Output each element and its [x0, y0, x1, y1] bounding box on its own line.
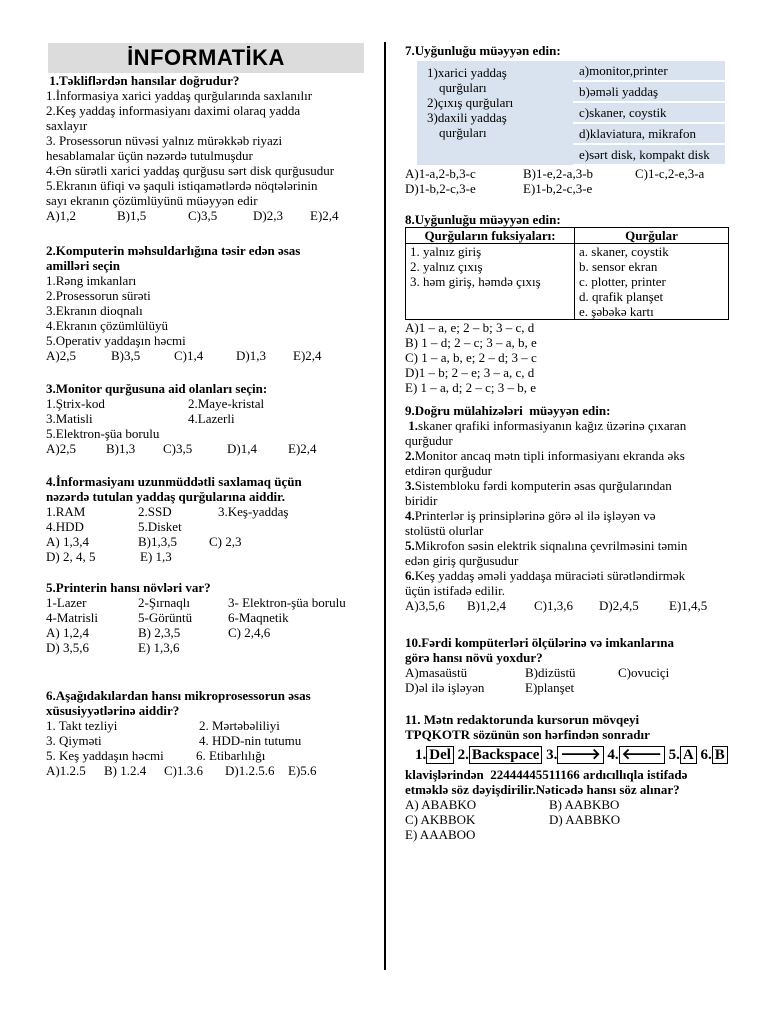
function-item: 1. yalnız giriş [410, 244, 482, 259]
key-sequence [415, 745, 745, 765]
answer-option[interactable]: E) 1 – a, d; 2 – c; 3 – b, e [405, 380, 537, 395]
option-item: 4.HDD [46, 519, 84, 534]
question-10-heading: görə hansı növü yoxdur? [405, 650, 543, 665]
answer-row [46, 348, 371, 363]
answer-row [46, 763, 371, 778]
b-key-icon: B [712, 746, 728, 764]
statement-continuation: etdirən qurğudur [405, 463, 493, 478]
option-item: 1.Ştrix-kod [46, 396, 105, 411]
statement-number: 1. [405, 418, 418, 433]
answer-option[interactable]: A)1.2.5 [46, 763, 86, 778]
option-item: 2. Mərtəbəliliyi [199, 718, 280, 733]
right-arrow-key-icon: 🡒 [557, 746, 603, 764]
question-6 [46, 688, 371, 778]
question-5 [46, 580, 371, 655]
question-5-items-row [46, 610, 371, 625]
question-1-line: 3. Prosessorun nüvəsi yalnız mürəkkəb riyazi [46, 133, 283, 148]
question-10 [405, 635, 735, 695]
answer-option[interactable]: C)1-c,2-e,3-a [635, 166, 705, 181]
question-2-line: 1.Rəng imkanları [46, 273, 137, 288]
question-2-line: 3.Ekranın dioqnalı [46, 303, 143, 318]
statement [405, 538, 735, 553]
answer-option[interactable]: D)1-b,2-c,3-e [405, 181, 476, 196]
statement-text: Mikrofon səsin elektrik siqnalına çevrilməsini təmin [414, 538, 688, 553]
question-1-line: hesablamalar üçün nəzərdə tutulmuşdur [46, 148, 253, 163]
backspace-key-icon: Backspace [469, 746, 543, 764]
question-9-heading: 9.Doğru mülahizələri müəyyən edin: [405, 403, 611, 418]
question-11-text: etməklə söz dəyişdirilir.Nəticədə hansı söz alınar? [405, 782, 680, 797]
statement [405, 508, 735, 523]
device-item: 3)daxili yaddaş [427, 110, 507, 125]
device-item: qurğuları [439, 125, 487, 140]
device-item: 1)xarici yaddaş [427, 65, 507, 80]
option-item: 3- Elektron-şüa borulu [228, 595, 346, 610]
question-4-items-row [46, 519, 371, 534]
option-item: 1. Takt tezliyi [46, 718, 118, 733]
answer-row [405, 827, 745, 842]
answer-option[interactable]: D) 2, 4, 5 [46, 549, 96, 564]
question-2-line: 2.Prosessorun sürəti [46, 288, 151, 303]
answer-option[interactable]: C)3,5 [188, 208, 218, 223]
match-item: d)klaviatura, mikrafon [573, 123, 725, 144]
answer-option[interactable]: C) AKBBOK [405, 812, 476, 827]
option-item: 5.Elektron-şüa borulu [46, 426, 160, 441]
device-item: c. plotter, printer [579, 274, 666, 289]
column-divider [384, 42, 386, 970]
match-item: e)sərt disk, kompakt disk [573, 144, 725, 165]
answer-option[interactable]: B)1,3 [106, 441, 136, 456]
answer-row [405, 812, 745, 827]
device-item: b. sensor ekran [579, 259, 658, 274]
statement-continuation: qurğudur [405, 433, 453, 448]
answer-option[interactable]: B)1,3,5 [138, 534, 177, 549]
answer-option[interactable]: B) 1.2.4 [104, 763, 147, 778]
key-number: 4. [607, 747, 619, 763]
option-item: 2.SSD [138, 504, 172, 519]
answer-option[interactable]: C)1,3,6 [534, 598, 573, 613]
question-1-line: 1.İnformasiya xarici yaddaş qurğularında saxlanılır [46, 88, 313, 103]
question-5-heading: 5.Printerin hansı növləri var? [46, 580, 211, 595]
device-item: qurğuları [439, 80, 487, 95]
answer-option[interactable]: B) AABKBO [549, 797, 620, 812]
answer-option[interactable]: A)2,5 [46, 348, 76, 363]
match-item: a)monitor,printer [573, 61, 725, 81]
answer-option[interactable]: C) 2,3 [209, 534, 242, 549]
function-item: 2. yalnız çıxış [410, 259, 483, 274]
question-7 [405, 43, 735, 196]
question-1-line: 4.Ən sürətli xarici yaddaş qurğusu sərt disk qurğusudur [46, 163, 335, 178]
option-item: 2-Şırnaqlı [138, 595, 190, 610]
option-item: 4.Lazerli [188, 411, 235, 426]
answer-option[interactable]: D)1 – b; 2 – e; 3 – a, c, d [405, 365, 535, 380]
statement-number: 5. [405, 538, 415, 553]
option-item: 1-Lazer [46, 595, 87, 610]
question-2-heading: amilləri seçin [46, 258, 121, 273]
answer-option[interactable]: D)1.2.5.6 [225, 763, 275, 778]
statement-text: Sistembloku fərdi komputerin əsas qurğularından [414, 478, 672, 493]
match-item: b)əməli yaddaş [573, 81, 725, 102]
answer-row [405, 166, 735, 181]
matching-table-7 [417, 61, 725, 166]
answer-option[interactable]: A) 1,3,4 [46, 534, 89, 549]
key-number: 1. [415, 747, 427, 763]
device-item: e. şəbəkə kartı [579, 304, 654, 319]
answer-option[interactable]: D)əl ilə işləyən [405, 680, 485, 695]
answer-row [46, 549, 371, 564]
statement-text: Printerlər iş prinsiplərinə görə əl ilə işləyən və [414, 508, 656, 523]
devices-cell [417, 61, 573, 165]
devices-cell [575, 244, 729, 320]
question-3 [46, 381, 371, 456]
question-5-items-row [46, 595, 371, 610]
statement-text: Keş yaddaş əməli yaddaşa müraciəti sürətləndirmək [414, 568, 686, 583]
answer-option[interactable]: A)1 – a, e; 2 – b; 3 – c, d [405, 320, 535, 335]
question-2-line: 4.Ekranın çözümlülüyü [46, 318, 169, 333]
key-number: 3. [546, 747, 558, 763]
answer-row [46, 534, 371, 549]
question-1-line: 2.Keş yaddaş informasiyanı daximi olaraq yadda [46, 103, 301, 118]
answer-row [405, 797, 745, 812]
matching-table-8 [405, 227, 729, 320]
answer-option[interactable]: C)ovuciçi [618, 665, 670, 680]
answer-option[interactable]: A)masaüstü [405, 665, 468, 680]
statement-number: 3. [405, 478, 415, 493]
answer-option[interactable]: D)2,3 [253, 208, 283, 223]
question-2 [46, 243, 371, 363]
answer-option[interactable]: A)1-a,2-b,3-c [405, 166, 476, 181]
answer-option[interactable]: D)2,4,5 [599, 598, 639, 613]
answer-option[interactable]: E)planşet [525, 680, 575, 695]
option-item: 6-Maqnetik [228, 610, 289, 625]
answer-option[interactable]: E) 1,3 [140, 549, 172, 564]
option-item: 2.Maye-kristal [188, 396, 265, 411]
statement-continuation: stolüstü olurlar [405, 523, 484, 538]
question-7-heading: 7.Uyğunluğu müəyyən edin: [405, 43, 561, 58]
option-item: 5. Keş yaddaşın həcmi [46, 748, 164, 763]
question-2-heading: 2.Komputerin məhsuldarlığına təsir edən əsas [46, 243, 301, 258]
answer-option[interactable]: E)5.6 [288, 763, 317, 778]
question-4 [46, 474, 371, 564]
functions-cell [406, 244, 575, 320]
answer-option[interactable]: E) AAABOO [405, 827, 476, 842]
question-11-heading: TPQKOTR sözünün son hərfindən sonradır [405, 727, 650, 742]
answer-option[interactable]: E) 1,3,6 [138, 640, 180, 655]
question-11-text: klavişlərindən 22444445511166 ardıcıllıqla istifadə [405, 767, 688, 782]
device-item: d. qrafik planşet [579, 289, 664, 304]
option-item: 1.RAM [46, 504, 86, 519]
answer-option[interactable]: D)1,3 [236, 348, 266, 363]
answer-option[interactable]: E)1,4,5 [669, 598, 708, 613]
answer-option[interactable]: B)1-e,2-a,3-b [523, 166, 594, 181]
answer-row [405, 680, 735, 695]
answer-option[interactable]: D)1,4 [227, 441, 257, 456]
answer-option[interactable]: A)2,5 [46, 441, 76, 456]
answer-row [46, 625, 371, 640]
answer-option[interactable]: C) 2,4,6 [228, 625, 271, 640]
answer-option[interactable]: C) 1 – a, b, e; 2 – d; 3 – c [405, 350, 537, 365]
key-number: 5. [668, 747, 680, 763]
device-item: 2)çıxış qurğuları [427, 95, 514, 110]
statement-text: skaner qrafiki informasiyanın kağız üzərinə çıxaran [418, 418, 687, 433]
question-11-heading: 11. Mətn redaktorunda kursorun mövqeyi [405, 712, 640, 727]
answer-option[interactable]: D) AABBKO [549, 812, 621, 827]
answer-option[interactable]: C)3,5 [163, 441, 193, 456]
question-11 [405, 712, 745, 842]
question-4-heading: nəzərdə tutulan yaddaş qurğularına aiddir. [46, 489, 285, 504]
question-1-heading: 1.Təkliflərdən hansılar doğrudur? [46, 73, 240, 88]
answer-option[interactable]: B)1,2,4 [467, 598, 506, 613]
column-header: Qurğular [575, 228, 729, 244]
statement [405, 478, 735, 493]
key-number: 6. [700, 747, 712, 763]
answer-option[interactable]: E)2,4 [293, 348, 322, 363]
question-6-heading: xüsusiyyətlərinə aiddir? [46, 703, 180, 718]
question-1 [46, 73, 371, 223]
option-item: 5-Görüntü [138, 610, 193, 625]
statement-number: 4. [405, 508, 415, 523]
column-header: Qurğuların fuksiyaları: [406, 228, 575, 244]
answer-option[interactable]: D) 3,5,6 [46, 640, 89, 655]
question-8 [405, 212, 735, 395]
question-10-heading: 10.Fərdi kompüterləri ölçülərinə və imkanlarına [405, 635, 674, 650]
answer-option[interactable]: A) ABABKO [405, 797, 477, 812]
question-9 [405, 403, 735, 613]
question-3-items-row [46, 396, 371, 411]
answer-row [46, 640, 371, 655]
option-item: 4. HDD-nin tutumu [199, 733, 302, 748]
a-key-icon: A [680, 746, 697, 764]
left-arrow-key-icon: 🡐 [619, 746, 665, 764]
answer-option[interactable]: B)1,5 [117, 208, 147, 223]
option-item: 5.Disket [138, 519, 182, 534]
statement-continuation: biridir [405, 493, 438, 508]
answer-option[interactable]: A)3,5,6 [405, 598, 445, 613]
answer-option[interactable]: C)1.3.6 [164, 763, 203, 778]
question-8-heading: 8.Uyğunluğu müəyyən edin: [405, 212, 561, 227]
answer-row [405, 665, 735, 680]
option-item: 6. Etibarlılığı [196, 748, 266, 763]
question-1-line: 5.Ekranın üfiqi və şaquli istiqamətlərdə nöqtələrinin [46, 178, 318, 193]
statement-text: Monitor ancaq mətn tipli informasiyanı ekranda əks [414, 448, 685, 463]
statement-continuation: üçün istifadə edilir. [405, 583, 506, 598]
question-1-line: sayı ekranın çözümlüyünü müəyyən edir [46, 193, 258, 208]
question-6-items-row [46, 718, 371, 733]
question-6-items-row [46, 733, 371, 748]
statement [405, 418, 735, 433]
question-2-line: 5.Operativ yaddaşın həcmi [46, 333, 186, 348]
answer-row [46, 208, 371, 223]
answer-option[interactable]: A) 1,2,4 [46, 625, 89, 640]
answer-option[interactable]: E)2,4 [288, 441, 317, 456]
answer-option[interactable]: E)2,4 [310, 208, 339, 223]
answer-option[interactable]: B)dizüstü [525, 665, 576, 680]
match-item: c)skaner, coystik [573, 102, 725, 123]
answer-option[interactable]: A)1,2 [46, 208, 76, 223]
question-3-items-row [46, 411, 371, 426]
function-item: 3. həm giriş, həmdə çıxış [410, 274, 541, 289]
option-item: 3.Keş-yaddaş [218, 504, 289, 519]
statement-number: 6. [405, 568, 415, 583]
answer-option[interactable]: B)3,5 [111, 348, 141, 363]
answer-option[interactable]: C)1,4 [174, 348, 204, 363]
statement [405, 568, 735, 583]
statement-continuation: edən giriş qurğusudur [405, 553, 519, 568]
option-item: 4-Matrisli [46, 610, 98, 625]
question-4-heading: 4.İnformasiyanı uzunmüddətli saxlamaq üçün [46, 474, 302, 489]
device-item: a. skaner, coystik [579, 244, 669, 259]
question-4-items-row [46, 504, 371, 519]
answer-row [405, 181, 735, 196]
statement-number: 2. [405, 448, 415, 463]
answer-option[interactable]: E)1-b,2-c,3-e [523, 181, 593, 196]
option-item: 3.Matisli [46, 411, 93, 426]
question-1-line: saxlayır [46, 118, 88, 133]
option-item: 3. Qiyməti [46, 733, 102, 748]
key-number: 2. [457, 747, 469, 763]
question-6-heading: 6.Aşağıdakılardan hansı mikroprosessorun əsas [46, 688, 311, 703]
answer-row [405, 598, 735, 613]
answer-row [46, 441, 371, 456]
page-title: İNFORMATİKA [48, 43, 364, 73]
answer-option[interactable]: B) 2,3,5 [138, 625, 181, 640]
answer-option[interactable]: B) 1 – d; 2 – c; 3 – a, b, e [405, 335, 537, 350]
statement [405, 448, 735, 463]
delete-key-icon: Del [426, 746, 454, 764]
question-6-items-row [46, 748, 371, 763]
question-3-heading: 3.Monitor qurğusuna aid olanları seçin: [46, 381, 268, 396]
